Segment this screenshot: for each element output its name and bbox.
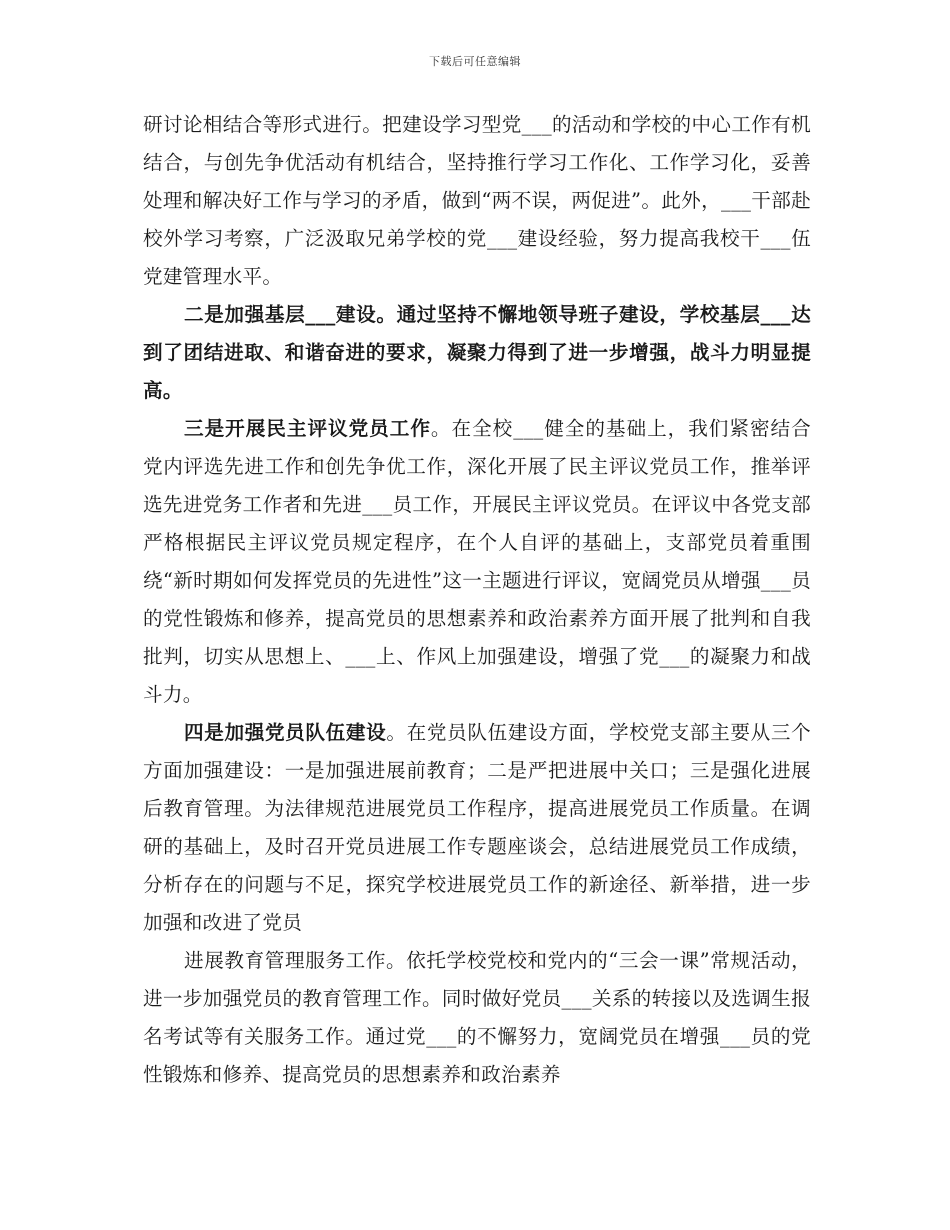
paragraph-text: 研讨论相结合等形式进行。把建设学习型党___的活动和学校的中心工作有机结合，与创先争优活动有机结合，坚持推行学习工作化、工作学习化，妥善处理和解决好工作与学习的矛盾，做到“两不误，两促进”。此外，___干部赴校外学习考察，广泛汲取兄弟学校的党___建设经验，努力提高我校干___伍党建管理水平。 <box>143 113 811 288</box>
paragraph-lead: 四是加强党员队伍建设 <box>184 721 387 744</box>
paragraph-text: 。在党员队伍建设方面，学校党支部主要从三个方面加强建设：一是加强进展前教育；二是严把进展中关口；三是强化进展后教育管理。为法律规范进展党员工作程序，提高进展党员工作质量。在调研的基础上，及时召开党员进展工作专题座谈会，总结进展党员工作成绩，分析存在的问题与不足，探究学校进展党员工作的新途径、新举措，进一步加强和改进了党员 <box>143 721 811 934</box>
paragraph-democratic-evaluation <box>143 410 811 714</box>
paragraph-text: 。在全校___健全的基础上，我们紧密结合党内评选先进工作和创先争优工作，深化开展了民主评议党员工作，推举评选先进党务工作者和先进___员工作，开展民主评议党员。在评议中各党支部严格根据民主评议党员规定程序，在个人自评的基础上，支部党员着重围绕“新时期如何发挥党员的先进性”这一主题进行评议，宽阔党员从增强___员的党性锻炼和修养，提高党员的思想素养和政治素养方面开展了批判和自我批判，切实从思想上、___上、作风上加强建设，增强了党___的凝聚力和战斗力。 <box>143 417 812 706</box>
document-body <box>143 106 811 1094</box>
paragraph-grassroots-construction <box>143 296 811 410</box>
paragraph-text: 进展教育管理服务工作。依托学校党校和党内的“三会一课”常规活动，进一步加强党员的教育管理工作。同时做好党员___关系的转接以及选调生报名考试等有关服务工作。通过党___的不懈努力，宽阔党员在增强___员的党性锻炼和修养、提高党员的思想素养和政治素养 <box>143 949 811 1086</box>
paragraph-text: 二是加强基层___建设。通过坚持不懈地领导班子建设，学校基层___达到了团结进取、和谐奋进的要求，凝聚力得到了进一步增强，战斗力明显提高。 <box>143 303 811 402</box>
paragraph-member-team-building <box>143 714 811 942</box>
paragraph-education-management <box>143 942 811 1094</box>
paragraph-lead: 三是开展民主评议党员工作 <box>184 417 431 440</box>
paragraph-study-activities <box>143 106 811 296</box>
page-header-note: 下载后可任意编辑 <box>429 55 521 68</box>
